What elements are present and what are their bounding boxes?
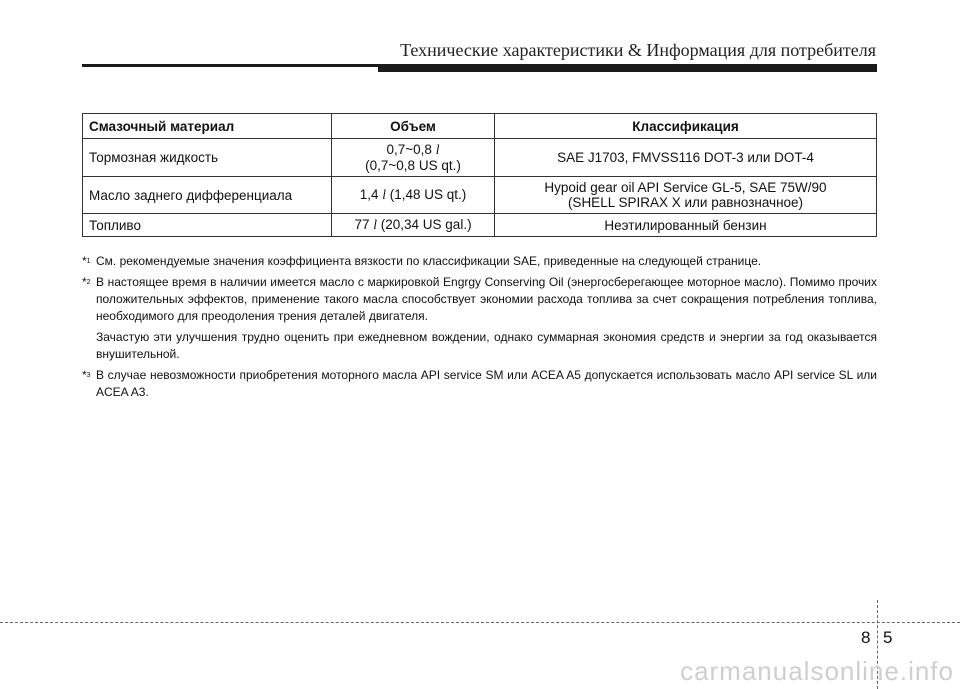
header-rule-thick [378,64,877,72]
column-header-volume: Объем [332,114,495,139]
footnote-text: В настоящее время в наличии имеется масло с маркировкой Engrgy Conserving Oil (энергосберегающее моторное масло). Помимо прочих положительных эффектов, применение такого масла способствует экономии расхода топлива за счет сокращения потребления топлива, необходимого для преодоления трения деталей двигателя. [96,275,877,323]
table-header-row [83,114,877,139]
cell-volume [332,214,495,237]
volume-rest: (1,48 US qt.) [389,187,467,202]
cell-volume [332,139,495,177]
cell-classification: SAE J1703, FMVSS116 DOT-3 или DOT-4 [495,139,877,177]
table-row [83,214,877,237]
lubricant-spec-table [82,113,877,237]
cell-material: Масло заднего дифференциала [83,177,332,214]
volume-unit: l [435,142,440,157]
page-header-title: Технические характеристики & Информация для потребителя [400,40,876,60]
volume-rest: (20,34 US gal.) [380,217,472,232]
footer-rule [0,622,960,623]
volume-line-2: (0,7~0,8 US qt.) [365,158,461,173]
volume-value: 1,4 [359,187,379,202]
column-header-classification: Классификация [495,114,877,139]
volume-value: 0,7~0,8 [386,142,432,157]
classification-line-1: Hypoid gear oil API Service GL-5, SAE 75W/90 [544,180,827,195]
footnote-text: В случае невозможности приобретения моторного масла API service SM или ACEA A5 допускается использовать масло API service SL или ACEA A3. [96,368,877,399]
classification-line-2: (SHELL SPIRAX X или равнозначное) [567,195,804,210]
footnote-2 [82,274,877,363]
volume-unit: l [382,187,386,202]
footnote-marker: *$^2$ [82,275,91,289]
cell-volume [332,177,495,214]
footnote-marker: *$^1$ [82,254,91,268]
footnote-3 [82,367,877,401]
volume-value: 77 [354,217,370,232]
cell-material: Топливо [83,214,332,237]
footnotes [82,253,877,405]
footnote-marker: *$^3$ [82,368,91,382]
footnote-text: Зачастую эти улучшения трудно оценить при ежедневном вождении, однако суммарная экономия средств и энергии за год оказывается внушительной. [96,330,877,361]
table-row [83,139,877,177]
cell-classification: Неэтилированный бензин [495,214,877,237]
cell-material: Тормозная жидкость [83,139,332,177]
volume-unit: l [373,217,377,232]
column-header-material: Смазочный материал [83,114,332,139]
footnote-1 [82,253,877,270]
footnote-text: См. рекомендуемые значения коэффициента вязкости по классификации SAE, приведенные на следующей странице. [96,254,762,268]
page-section-digit: 8 [861,628,871,647]
table-row [83,177,877,214]
cell-classification [495,177,877,214]
watermark: carmanualsonline.info [680,656,954,686]
page-index-digit: 5 [883,628,893,647]
volume-line-1 [338,142,488,158]
